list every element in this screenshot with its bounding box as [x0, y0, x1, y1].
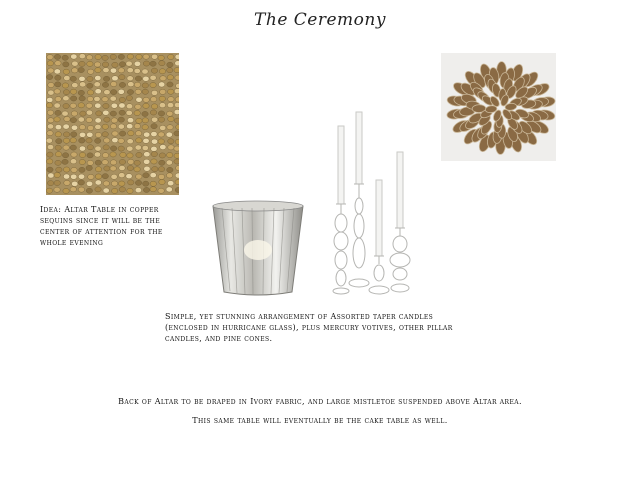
taper-candles-image: [328, 108, 418, 298]
arrangement-caption: Simple, yet stunning arrangement of Assorted taper candles (enclosed in hurricane glass), plus mercury votives, other pillar candles, and pine cones.: [165, 312, 453, 343]
page-title: The Ceremony: [254, 10, 386, 30]
altar-back-caption: Back of Altar to be draped in Ivory fabric, and large mistletoe suspended above Altar area.: [118, 397, 522, 406]
cake-table-caption: This same table will eventually be the cake table as well.: [192, 416, 448, 425]
sequins-image: [46, 53, 179, 195]
altar-table-caption: Idea: Altar Table in copper sequins since it will be the center of attention for the whole evening: [40, 205, 163, 247]
mercury-votive-image: [210, 198, 306, 298]
pinecone-image: [441, 53, 556, 161]
